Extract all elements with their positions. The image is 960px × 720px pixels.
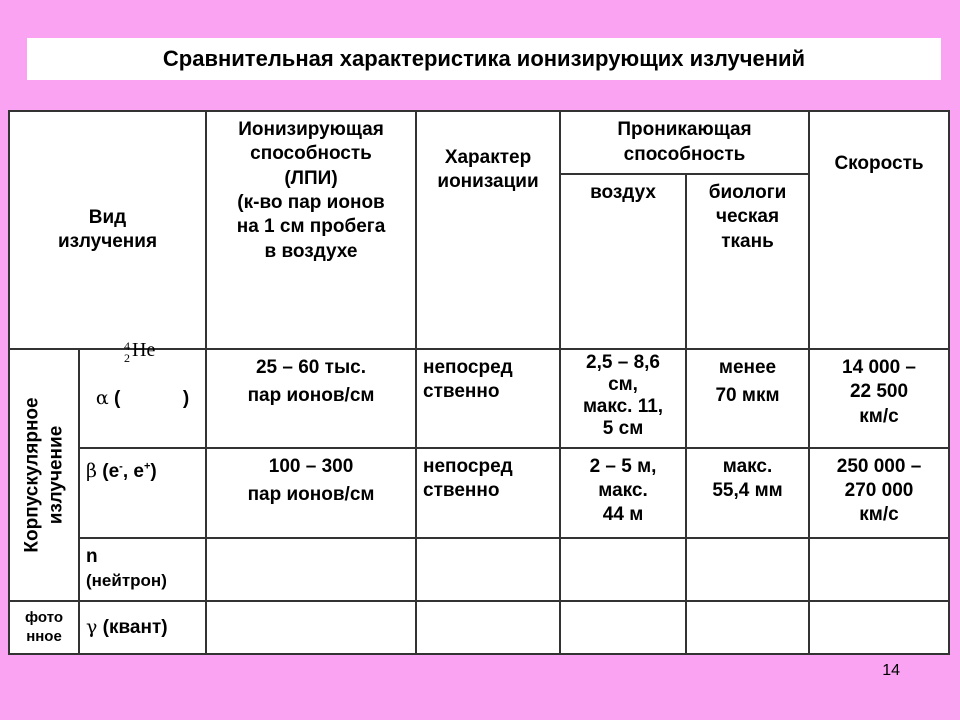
row-neutron-character xyxy=(416,538,560,600)
row-neutron-tissue xyxy=(686,538,809,600)
row-alpha-ionizing: 25 – 60 тыс. пар ионов/см xyxy=(206,349,416,448)
row-alpha-air: 2,5 – 8,6 см, макс. 11, 5 см xyxy=(560,349,686,448)
row-gamma-label: γ (квант) xyxy=(79,601,206,654)
helium-nuclide: 4 2 He xyxy=(124,338,156,365)
row-gamma-tissue xyxy=(686,601,809,654)
row-beta-label: β (e-, e+) xyxy=(79,448,206,539)
row-gamma-air xyxy=(560,601,686,654)
row-alpha-label: 4 2 He α ( ) xyxy=(79,349,206,448)
slide-title-text: Сравнительная характеристика ионизирующих излучений xyxy=(162,46,806,71)
header-type: Вид излучения xyxy=(9,111,206,349)
row-alpha-tissue: менее 70 мкм xyxy=(686,349,809,448)
header-ionizing: Ионизирующая способность (ЛПИ) (к-во пар ионов на 1 см пробега в воздухе xyxy=(206,111,416,349)
page-number: 14 xyxy=(882,662,900,679)
header-character: Характер ионизации xyxy=(416,111,560,349)
group-corpuscular: Корпускулярное излучение xyxy=(9,349,79,601)
comparison-table xyxy=(8,110,948,655)
header-speed: Скорость xyxy=(809,111,949,349)
row-beta-speed: 250 000 – 270 000 км/с xyxy=(809,448,949,539)
row-neutron-ionizing xyxy=(206,538,416,600)
row-alpha-character: непосред ственно xyxy=(416,349,560,448)
slide-title xyxy=(27,38,941,80)
row-neutron-speed xyxy=(809,538,949,600)
row-gamma-ionizing xyxy=(206,601,416,654)
row-neutron-air xyxy=(560,538,686,600)
row-beta-tissue: макс. 55,4 мм xyxy=(686,448,809,539)
radiation-grid xyxy=(8,110,950,655)
header-tissue: биологи ческая ткань xyxy=(686,174,809,349)
row-beta-air: 2 – 5 м, макс. 44 м xyxy=(560,448,686,539)
header-penetrating: Проникающая способность xyxy=(560,111,809,174)
row-alpha-speed: 14 000 – 22 500 км/с xyxy=(809,349,949,448)
row-gamma-character xyxy=(416,601,560,654)
group-photon: фото нное xyxy=(9,601,79,654)
row-gamma-speed xyxy=(809,601,949,654)
header-air: воздух xyxy=(560,174,686,349)
row-beta-ionizing: 100 – 300 пар ионов/см xyxy=(206,448,416,539)
row-neutron-label: n (нейтрон) xyxy=(79,538,206,600)
row-beta-character: непосред ственно xyxy=(416,448,560,539)
